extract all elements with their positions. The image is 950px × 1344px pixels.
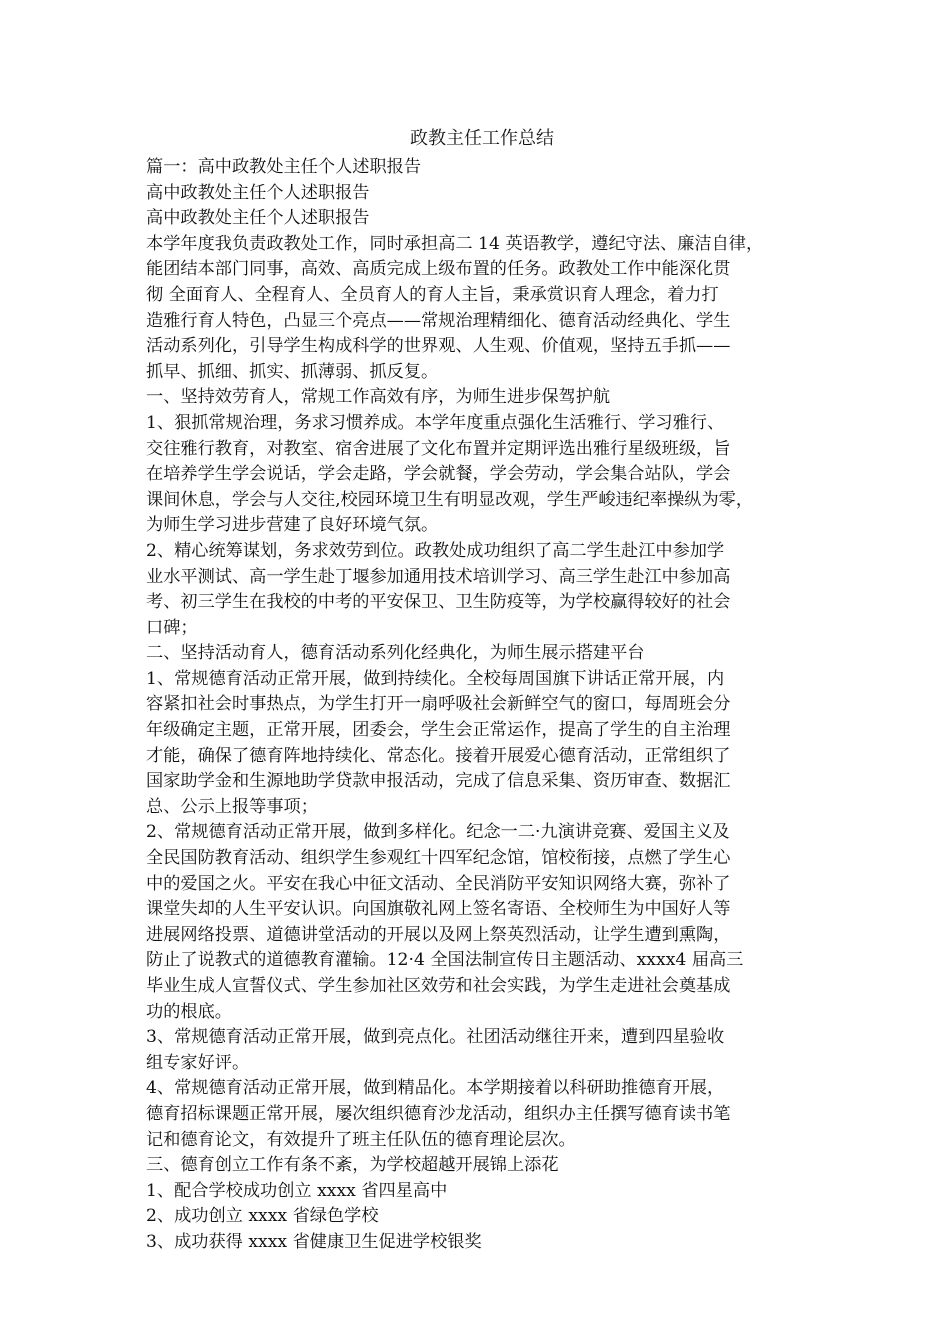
- body-text-line: 篇一：高中政教处主任个人述职报告: [146, 157, 422, 177]
- body-text-line: 交往雅行教育，对教室、宿舍进展了文化布置并定期评选出雅行星级班级，旨: [146, 438, 731, 459]
- document-body: [146, 155, 818, 1256]
- body-text-line: 2、精心统筹谋划，务求效劳到位。政教处成功组织了高二学生赴江中参加学: [146, 540, 725, 561]
- body-text-line: 1、配合学校成功创立 xxxx 省四星高中: [146, 1180, 448, 1201]
- body-text-line: 考、初三学生在我校的中考的平安保卫、卫生防疫等，为学校赢得较好的社会: [146, 592, 731, 613]
- body-text-line: 1、狠抓常规治理，务求习惯养成。本学年度重点强化生活雅行、学习雅行、: [146, 412, 725, 433]
- body-text-line: 毕业生成人宣誓仪式、学生参加社区效劳和社会实践，为学生走进社会奠基成: [146, 976, 731, 996]
- body-text-line: 一、坚持效劳育人，常规工作高效有序，为师生进步保驾护航: [146, 387, 611, 408]
- body-text-line: 高中政教处主任个人述职报告: [146, 182, 370, 203]
- document-title: 政教主任工作总结: [410, 128, 554, 149]
- body-text-line: 中的爱国之火。平安在我心中征文活动、全民消防平安知识网络大赛，弥补了: [146, 873, 731, 894]
- body-text-line: 防止了说教式的道德教育灌输。12·4 全国法制宣传日主题活动、xxxx4 届高三: [146, 950, 744, 971]
- body-text-line: 国家助学金和生源地助学贷款申报活动，完成了信息采集、资历审查、数据汇: [146, 771, 731, 792]
- body-text-line: 3、成功获得 xxxx 省健康卫生促进学校银奖: [146, 1231, 482, 1252]
- body-text-line: 为师生学习进步营建了良好环境气氛。: [146, 515, 439, 536]
- body-text-line: 活动系列化，引导学生构成科学的世界观、人生观、价值观，坚持五手抓——: [146, 336, 731, 357]
- body-text-line: 2、常规德育活动正常开展，做到多样化。纪念一二·九演讲竞赛、爱国主义及: [146, 822, 730, 843]
- body-text-line: 2、成功创立 xxxx 省绿色学校: [146, 1206, 379, 1227]
- body-text-line: 抓早、抓细、抓实、抓薄弱、抓反复。: [146, 361, 439, 382]
- body-text-line: 组专家好评。: [146, 1052, 250, 1073]
- body-text-line: 全民国防教育活动、组织学生参观红十四军纪念馆，馆校衔接，点燃了学生心: [146, 848, 731, 869]
- document-page: [146, 122, 818, 1256]
- body-text-line: 三、德育创立工作有条不紊，为学校超越开展锦上添花: [146, 1155, 559, 1176]
- body-text-line: 记和德育论文，有效提升了班主任队伍的德育理论层次。: [146, 1129, 576, 1150]
- body-text-line: 本学年度我负责政教处工作，同时承担高二 14 英语教学，遵纪守法、廉洁自律，: [146, 233, 764, 254]
- body-text-line: 能团结本部门同事，高效、高质完成上级布置的任务。政教处工作中能深化贯: [146, 259, 731, 280]
- body-text-line: 课堂失却的人生平安认识。向国旗敬礼网上签名寄语、全校师生为中国好人等: [146, 899, 731, 920]
- body-text-line: 容紧扣社会时事热点，为学生打开一扇呼吸社会新鲜空气的窗口，每周班会分: [146, 694, 731, 715]
- body-text-line: 彻 全面育人、全程育人、全员育人的育人主旨，秉承赏识育人理念，着力打: [146, 284, 719, 305]
- body-text-line: 造雅行育人特色，凸显三个亮点——常规治理精细化、德育活动经典化、学生: [146, 310, 731, 331]
- body-text-line: 1、常规德育活动正常开展，做到持续化。全校每周国旗下讲话正常开展，内: [146, 668, 725, 689]
- body-text-line: 口碑；: [146, 617, 198, 638]
- body-text-line: 高中政教处主任个人述职报告: [146, 208, 370, 229]
- body-text-line: 3、常规德育活动正常开展，做到亮点化。社团活动继往开来，遭到四星验收: [146, 1027, 725, 1048]
- body-text-line: 总、公示上报等事项；: [146, 796, 318, 817]
- body-text-line: 进展网络投票、道德讲堂活动的开展以及网上祭英烈活动，让学生遭到熏陶，: [146, 924, 731, 945]
- body-text-line: 二、坚持活动育人，德育活动系列化经典化，为师生展示搭建平台: [146, 643, 645, 664]
- body-text-line: 才能，确保了德育阵地持续化、常态化。接着开展爱心德育活动，正常组织了: [146, 745, 731, 766]
- body-text-line: 4、常规德育活动正常开展，做到精品化。本学期接着以科研助推德育开展，: [146, 1078, 725, 1099]
- body-text-line: 年级确定主题，正常开展，团委会，学生会正常运作，提高了学生的自主治理: [146, 720, 731, 741]
- body-text-line: 业水平测试、高一学生赴丁堰参加通用技术培训学习、高三学生赴江中参加高: [146, 566, 731, 587]
- body-text-line: 功的根底。: [146, 1001, 232, 1022]
- body-text-line: 德育招标课题正常开展，屡次组织德育沙龙活动，组织办主任撰写德育读书笔: [146, 1103, 731, 1124]
- body-text-line: 课间休息，学会与人交往,校园环境卫生有明显改观，学生严峻违纪率操纵为零，: [146, 489, 754, 510]
- body-text-line: 在培养学生学会说话，学会走路，学会就餐，学会劳动，学会集合站队，学会: [146, 464, 731, 485]
